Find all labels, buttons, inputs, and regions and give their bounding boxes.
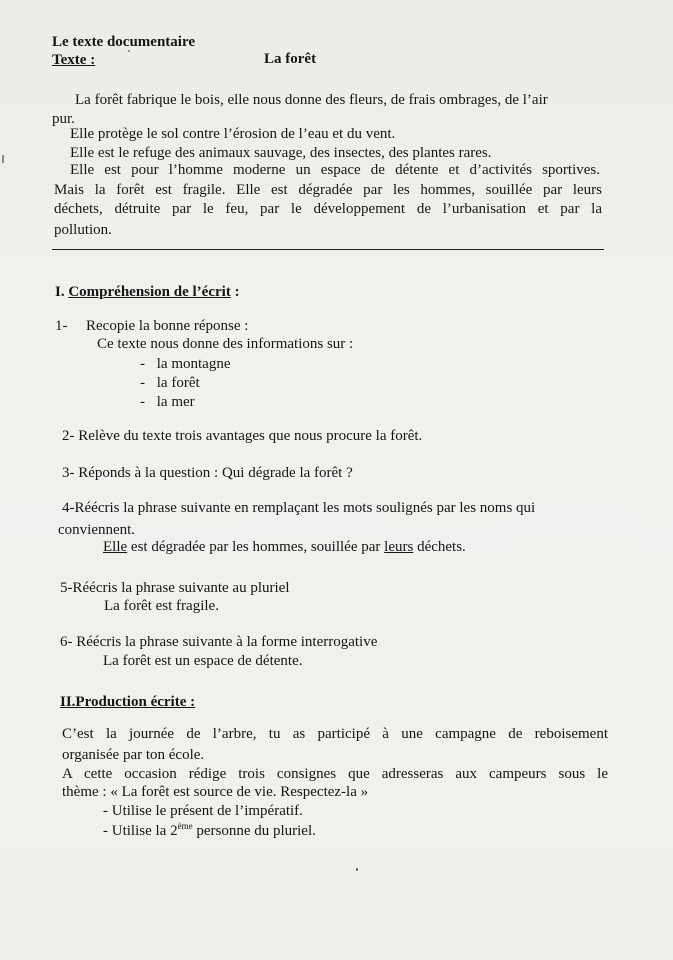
- q1-instruction: Recopie la bonne réponse :: [86, 318, 249, 334]
- text-p2: Elle protège le sol contre l’érosion de l’eau et du vent.: [70, 126, 396, 142]
- section1-heading: [55, 284, 240, 301]
- q4-line2: conviennent.: [58, 522, 136, 538]
- section1-title: Compréhension de l’écrit: [68, 284, 231, 300]
- section2-bullet1: - Utilise le présent de l’impératif.: [103, 803, 303, 819]
- q4-sentence-mid: est dégradée par les hommes, souillée par: [127, 539, 385, 555]
- text-p4-line1: Elle est pour l’homme moderne un espace de détente et d’activités sportives.: [70, 162, 600, 178]
- underlined-word: Elle: [103, 539, 128, 555]
- section2-line3: A cette occasion rédige trois consignes que adresseras aux campeurs sous le: [62, 766, 608, 782]
- q1-option-label: la mer: [156, 394, 195, 410]
- text-p4-line2: Mais la forêt est fragile. Elle est dégradée par les hommes, souillée par leurs: [54, 182, 602, 198]
- section2-heading: II.Production écrite :: [60, 694, 196, 710]
- scan-speck: [128, 50, 130, 52]
- bullet-dash: -: [140, 394, 145, 410]
- texte-label: Texte :: [52, 52, 96, 68]
- q1-stem: Ce texte nous donne des informations sur :: [97, 336, 354, 352]
- bullet-dash: -: [140, 356, 145, 372]
- q1-option: [140, 394, 195, 411]
- q1-option-label: la forêt: [156, 375, 200, 391]
- q5-sentence: La forêt est fragile.: [104, 598, 219, 614]
- q6-line1: 6- Réécris la phrase suivante à la forme interrogative: [60, 634, 378, 650]
- scan-speck: [2, 155, 4, 163]
- q1-option: [140, 356, 230, 373]
- q3: 3- Réponds à la question : Qui dégrade la forêt ?: [62, 465, 353, 481]
- q1-option: [140, 375, 200, 392]
- q4-sentence: [103, 539, 466, 556]
- divider-line: [52, 249, 604, 250]
- q6-sentence: La forêt est un espace de détente.: [103, 653, 303, 669]
- q4-sentence-end: déchets.: [413, 539, 466, 555]
- underlined-word: leurs: [384, 539, 414, 555]
- text-p4-line4: pollution.: [54, 222, 112, 238]
- bullet2-superscript: ème: [177, 821, 193, 831]
- q1-number: 1-: [55, 318, 68, 334]
- page-title: La forêt: [264, 51, 317, 67]
- text-p4-line3: déchets, détruite par le feu, par le développement de l’urbanisation et par la: [54, 201, 602, 217]
- text-p1-line2: pur.: [52, 111, 75, 127]
- bullet2-pre: - Utilise la 2: [103, 823, 178, 839]
- section2-line4: thème : « La forêt est source de vie. Respectez-la »: [62, 784, 369, 800]
- q2: 2- Relève du texte trois avantages que nous procure la forêt.: [62, 428, 423, 444]
- q1-option-label: la montagne: [156, 356, 231, 372]
- section1-colon: :: [230, 284, 240, 300]
- section2-line2: organisée par ton école.: [62, 747, 205, 763]
- section2-line1: C’est la journée de l’arbre, tu as participé à une campagne de reboisement: [62, 726, 608, 742]
- section2-bullet2: [103, 821, 316, 840]
- doc-type-heading: Le texte documentaire: [52, 34, 196, 50]
- scan-speck: [356, 868, 358, 871]
- bullet2-post: personne du pluriel.: [192, 823, 316, 839]
- q4-line1: 4-Réécris la phrase suivante en remplaçant les mots soulignés par les noms qui: [62, 500, 536, 516]
- text-p3: Elle est le refuge des animaux sauvage, des insectes, des plantes rares.: [70, 145, 492, 161]
- q5-line1: 5-Réécris la phrase suivante au pluriel: [60, 580, 290, 596]
- text-p1-line1: La forêt fabrique le bois, elle nous donne des fleurs, de frais ombrages, de l’air: [75, 92, 548, 108]
- bullet-dash: -: [140, 375, 145, 391]
- section1-number: I.: [55, 284, 65, 300]
